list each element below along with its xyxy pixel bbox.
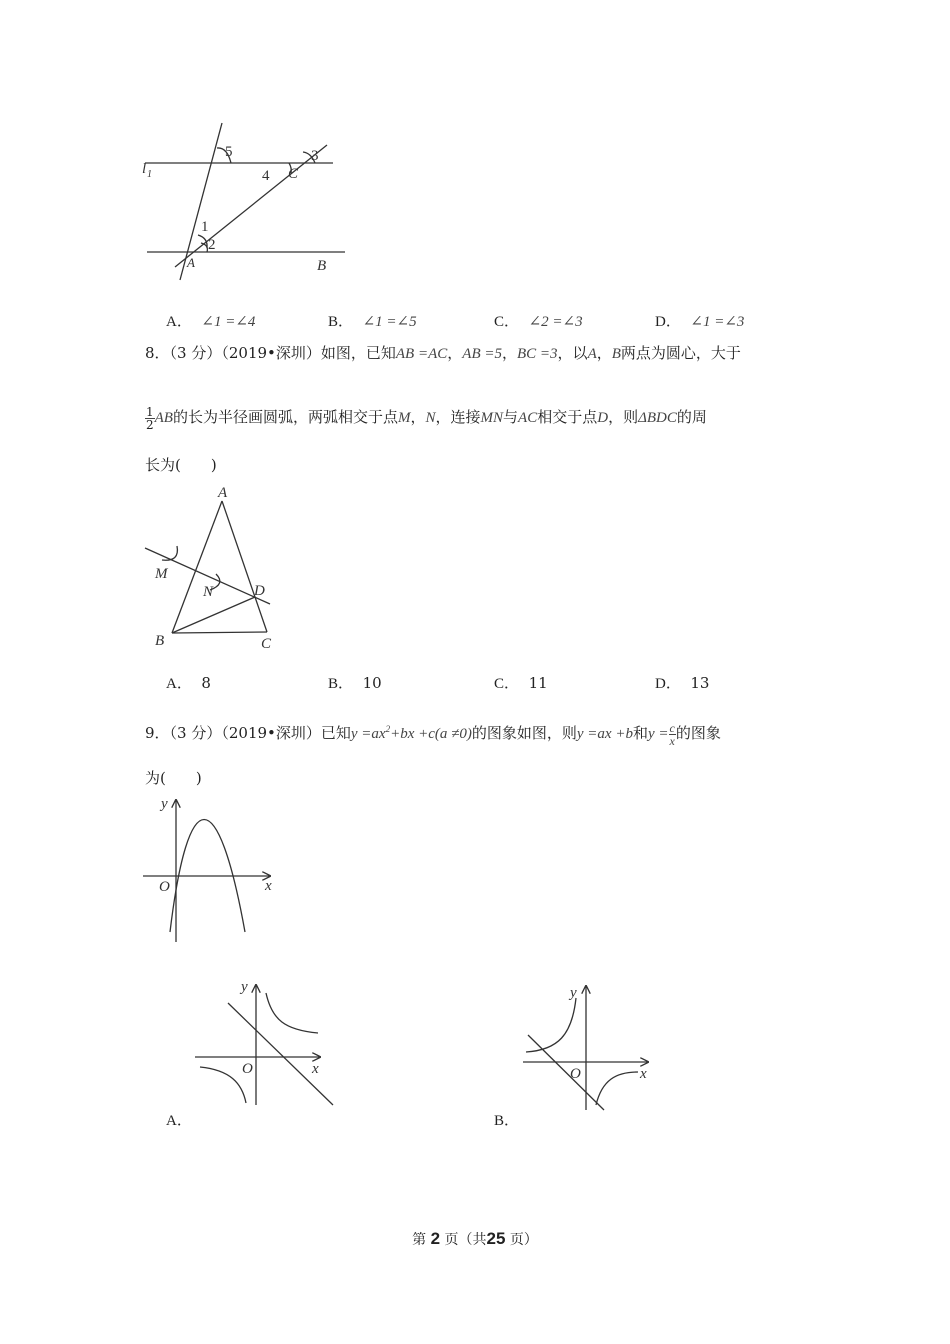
footer-text: 页（共 [444, 1232, 487, 1248]
q7-option-b[interactable] [328, 310, 417, 331]
question-text: 相交于点 [537, 408, 598, 426]
math-text: y =ax [350, 726, 386, 742]
math-triangle-bdc: ΔBDC [638, 410, 677, 426]
label-point-a: A [187, 255, 195, 270]
option-letter: A． [166, 314, 192, 330]
math-inverse [647, 721, 676, 749]
separator: ， [410, 408, 426, 426]
question-source: （3 分）（2019•深圳）如图，已知 [169, 344, 396, 362]
separator: ， [596, 344, 612, 362]
segment-bd [172, 597, 255, 633]
q8-option-a[interactable] [166, 672, 211, 693]
math-point-m: M [397, 410, 411, 426]
option-letter: B． [328, 314, 354, 330]
math-text: y = [647, 726, 669, 742]
label-origin: O [242, 1061, 253, 1077]
label-point-n: N [203, 584, 214, 600]
label-x: x [265, 878, 272, 894]
label-x: x [312, 1061, 319, 1077]
math-point-b: B [611, 346, 621, 362]
label-y: y [161, 796, 168, 812]
label-l1: l [142, 161, 147, 177]
label-origin: O [159, 879, 170, 895]
fraction-denominator: 2 [146, 417, 154, 432]
q8-figure [140, 482, 290, 652]
label-point-b: B [155, 633, 165, 649]
q8-line-2 [145, 397, 707, 438]
label-l1-sub: 1 [147, 169, 152, 180]
label-point-b: B [317, 258, 327, 274]
math-ab: AB [154, 410, 173, 426]
math-ab-eq-ac: AB =AC [395, 346, 448, 362]
question-text: 和 [632, 724, 648, 742]
option-text: 11 [528, 674, 548, 692]
fraction-one-half [145, 406, 155, 431]
q8-option-c[interactable] [494, 672, 548, 693]
hyperbola-branch-1 [526, 998, 576, 1052]
option-letter: C． [494, 314, 520, 330]
q9-parabola-graph [140, 792, 280, 947]
label-point-a: A [218, 485, 228, 501]
option-text: ∠1 =∠4 [201, 314, 256, 330]
label-origin: O [570, 1066, 581, 1082]
math-linear: y =ax +b [576, 726, 633, 742]
total-page-count: 25 [486, 1229, 506, 1248]
q9-option-b-graph [518, 980, 668, 1120]
option-letter: D． [655, 314, 681, 330]
math-quadratic [351, 726, 472, 742]
label-point-c: C [288, 166, 299, 182]
question-text: 两点为圆心，大于 [620, 344, 741, 362]
option-letter: A． [166, 1113, 192, 1129]
hyperbola-branch-1 [266, 993, 318, 1033]
label-x: x [640, 1066, 647, 1082]
label-point-c: C [261, 636, 272, 652]
question-number: 9． [145, 724, 170, 742]
current-page-number: 2 [430, 1229, 441, 1248]
question-text: ，则 [608, 408, 639, 426]
q7-option-d[interactable] [655, 310, 744, 331]
math-text: +bx +c(a ≠0) [390, 726, 472, 742]
option-letter: C． [494, 676, 520, 692]
question-text: 的图象如图，则 [471, 724, 577, 742]
question-text: 的图象 [675, 724, 721, 742]
linear-line [228, 1003, 333, 1105]
q8-line-3 [145, 455, 217, 475]
option-text: ∠2 =∠3 [528, 314, 583, 330]
question-text: 的长为半径画圆弧，两弧相交于点 [172, 408, 398, 426]
fraction-numerator: 1 [146, 404, 154, 419]
fraction-c-over-x [669, 722, 676, 747]
option-text: ∠1 =∠5 [362, 314, 417, 330]
math-point-a: A [587, 346, 597, 362]
linear-line [528, 1035, 604, 1110]
question-text: 的周 [676, 408, 707, 426]
question-text: ，连接 [435, 408, 481, 426]
math-bc-eq-3: BC =3 [517, 346, 558, 362]
label-angle-4: 4 [262, 168, 270, 184]
label-angle-5: 5 [225, 144, 233, 160]
math-exponent: 2 [385, 724, 391, 734]
footer-text: 第 [412, 1232, 427, 1248]
q8-option-d[interactable] [655, 672, 709, 693]
fraction-numerator: c [669, 721, 675, 736]
q7-figure [135, 115, 345, 285]
separator: ， [447, 344, 463, 362]
label-y: y [570, 985, 577, 1001]
hyperbola-branch-2 [596, 1072, 638, 1105]
math-point-d: D [597, 410, 609, 426]
fraction-denominator: x [669, 734, 675, 749]
question-text: 与 [503, 408, 519, 426]
question-source: （3 分）（2019•深圳）已知 [169, 724, 351, 742]
side-bc [172, 632, 267, 633]
option-letter: B． [328, 676, 354, 692]
q7-option-a[interactable] [166, 310, 255, 331]
option-letter: B． [494, 1113, 520, 1129]
arc-m [162, 546, 177, 560]
option-text: 10 [362, 674, 382, 692]
option-text: 13 [690, 674, 710, 692]
q9-option-a[interactable] [166, 1109, 192, 1130]
math-point-n: N [425, 410, 436, 426]
question-number: 8． [145, 344, 170, 362]
q9-option-a-graph [190, 975, 340, 1115]
option-letter: A． [166, 676, 192, 692]
question-text: 长为( ) [145, 456, 217, 474]
hyperbola-branch-2 [200, 1067, 246, 1103]
page-footer [0, 1229, 950, 1249]
separator: ， [501, 344, 517, 362]
label-y: y [241, 979, 248, 995]
side-ab [172, 501, 222, 633]
question-text: ，以 [557, 344, 588, 362]
q9-line-1 [145, 712, 721, 751]
q9-option-b[interactable] [494, 1109, 519, 1130]
label-angle-1: 1 [201, 219, 209, 235]
math-mn: MN [480, 410, 504, 426]
option-letter: D． [655, 676, 681, 692]
label-angle-2: 2 [208, 237, 216, 253]
side-ac [222, 501, 267, 632]
math-ab-eq-5: AB =5 [462, 346, 502, 362]
label-point-d: D [254, 583, 265, 599]
footer-text: 页） [509, 1232, 538, 1248]
question-text: 为( ) [145, 769, 202, 787]
label-point-m: M [155, 566, 168, 582]
q7-option-c[interactable] [494, 310, 583, 331]
q9-line-2 [145, 768, 202, 788]
option-text: 8 [201, 674, 211, 692]
label-angle-3: 3 [311, 148, 319, 164]
q8-line-1 [145, 343, 741, 364]
math-ac: AC [518, 410, 538, 426]
option-text: ∠1 =∠3 [690, 314, 745, 330]
q8-option-b[interactable] [328, 672, 382, 693]
